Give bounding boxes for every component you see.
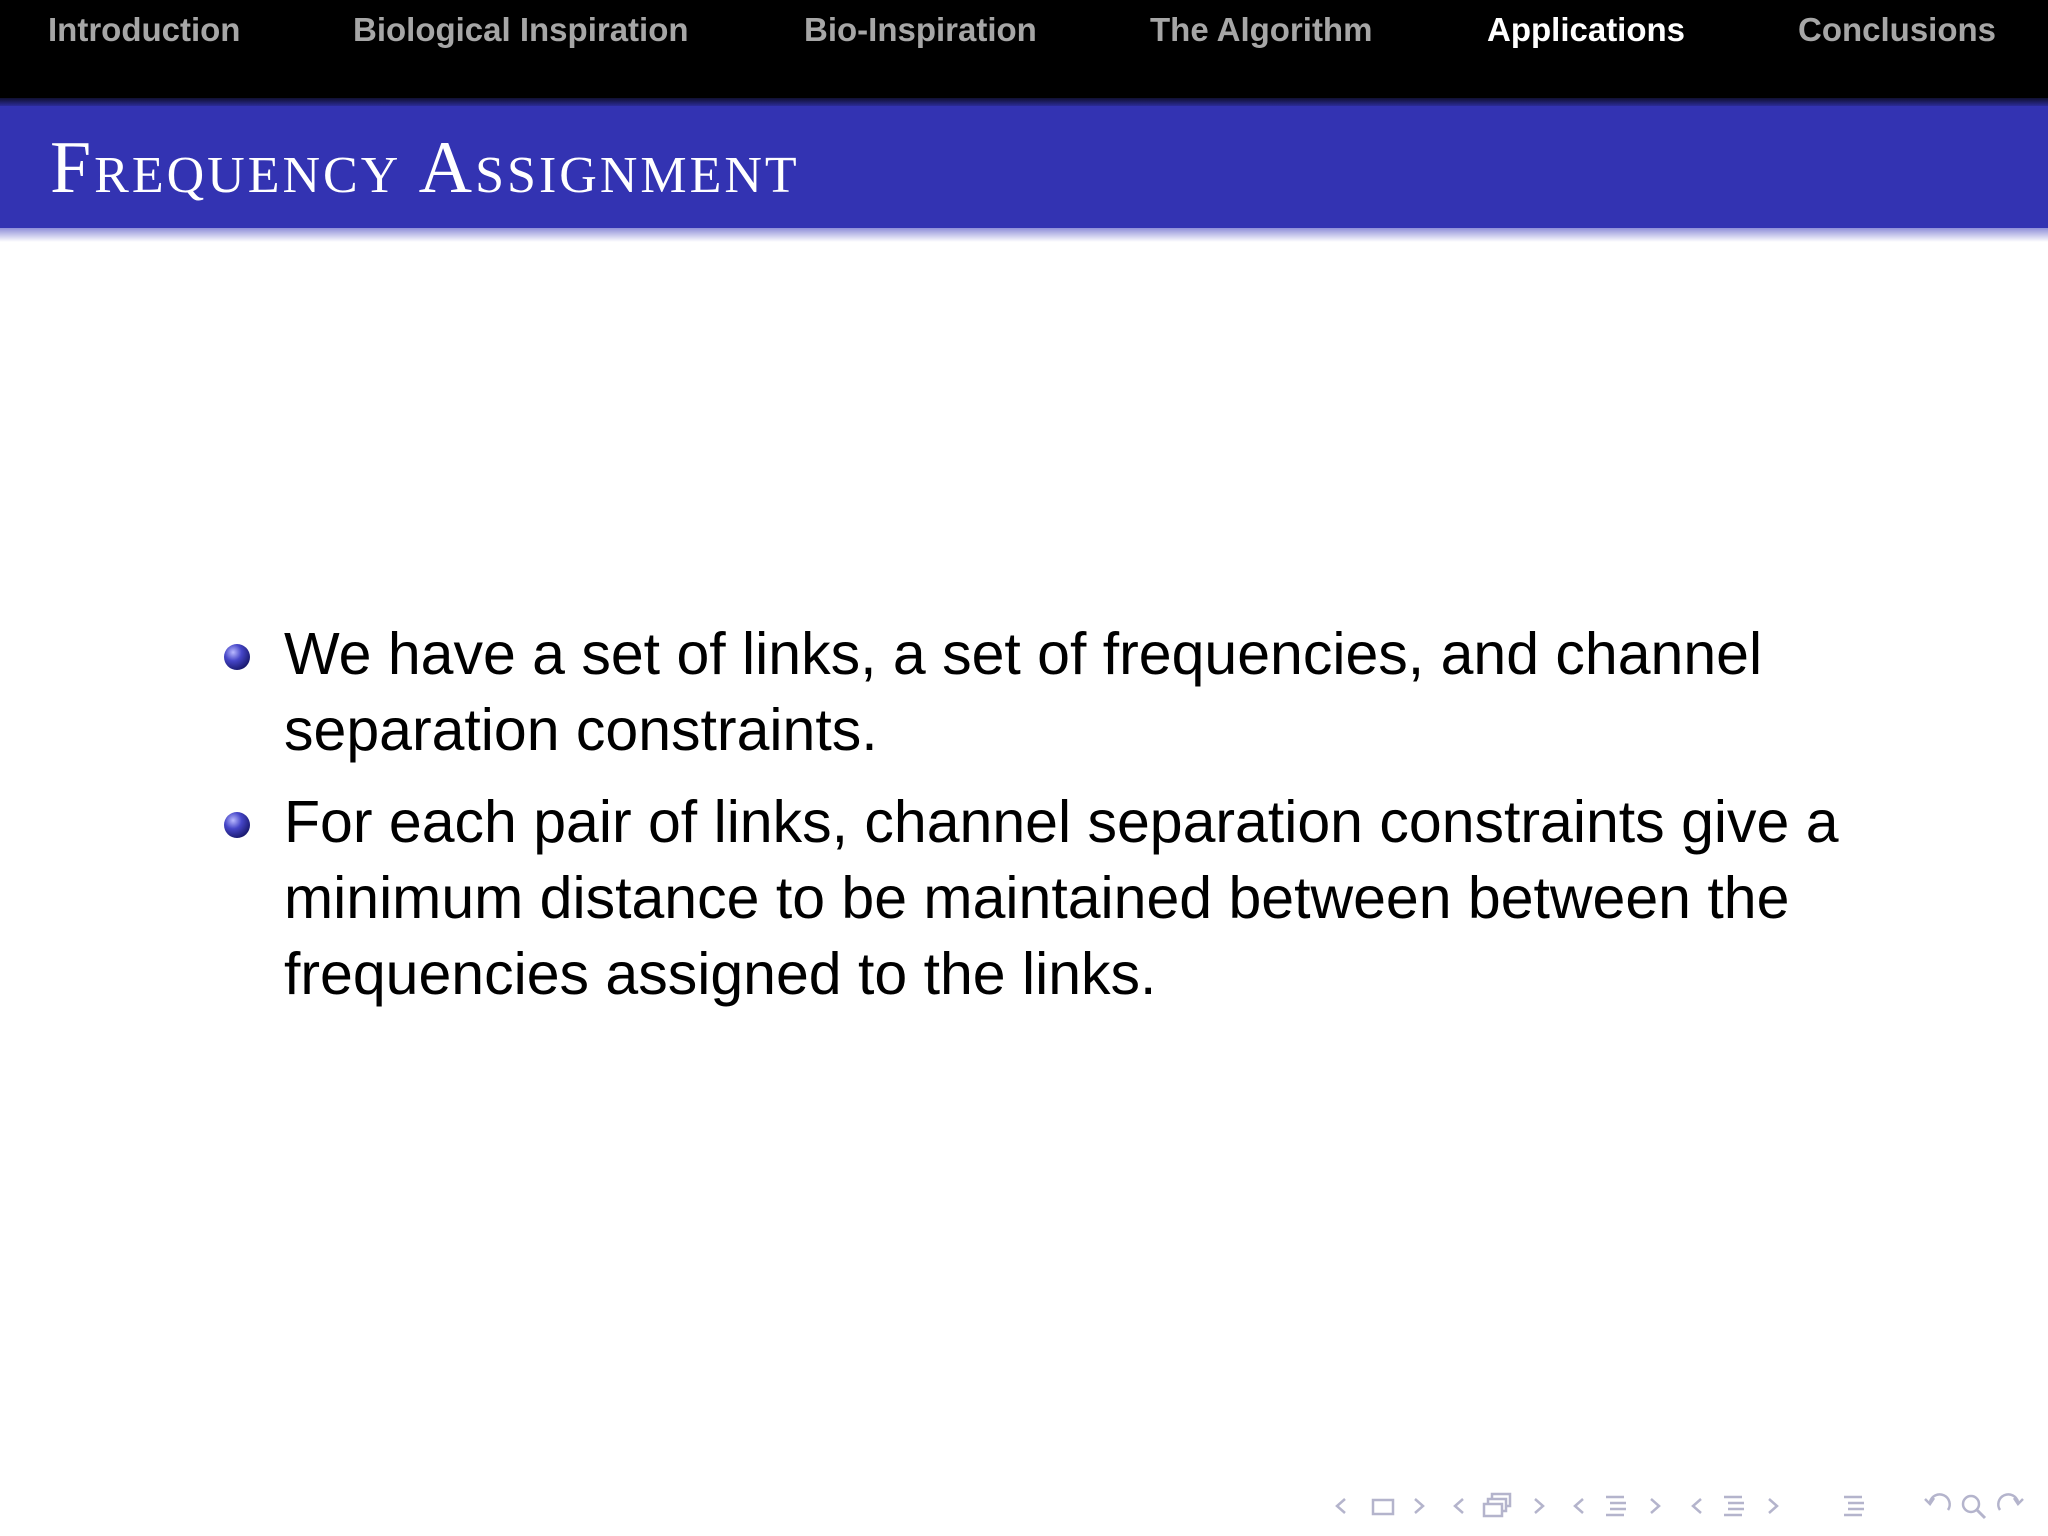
- next-slide-icon[interactable]: [1412, 1490, 1426, 1522]
- bullet-text: For each pair of links, channel separation constraints give a minimum distance to be maintained between between the frequencies assigned to the links.: [284, 789, 1839, 1007]
- nav-section-applications[interactable]: Applications: [1487, 11, 1686, 48]
- section-navigation-bar: [0, 0, 2048, 98]
- bullet-ball-icon: [224, 812, 250, 838]
- nav-section-introduction[interactable]: Introduction: [48, 11, 241, 48]
- nav-section-biological-inspiration[interactable]: Biological Inspiration: [353, 11, 689, 48]
- frame-icon[interactable]: [1482, 1490, 1514, 1522]
- section-icon[interactable]: [1722, 1490, 1746, 1522]
- bullet-ball-icon: [224, 644, 250, 670]
- bullet-item: [220, 616, 1860, 768]
- prev-slide-icon[interactable]: [1334, 1490, 1348, 1522]
- bullet-list: [220, 616, 1860, 1028]
- bullet-item: [220, 784, 1860, 1012]
- bullet-text: We have a set of links, a set of frequencies, and channel separation constraints.: [284, 621, 1763, 763]
- next-subsection-icon[interactable]: [1648, 1490, 1662, 1522]
- frame-title: Frequency Assignment: [50, 127, 800, 209]
- next-frame-icon[interactable]: [1532, 1490, 1546, 1522]
- subsection-icon[interactable]: [1604, 1490, 1628, 1522]
- prev-subsection-icon[interactable]: [1572, 1490, 1586, 1522]
- prev-section-icon[interactable]: [1690, 1490, 1704, 1522]
- next-section-icon[interactable]: [1766, 1490, 1780, 1522]
- nav-section-bio-inspiration[interactable]: Bio-Inspiration: [804, 11, 1037, 48]
- back-icon[interactable]: [1922, 1490, 1954, 1522]
- frame-title-shadow: [0, 228, 2048, 242]
- slide-icon[interactable]: [1371, 1490, 1395, 1522]
- prev-frame-icon[interactable]: [1452, 1490, 1466, 1522]
- search-icon[interactable]: [1958, 1490, 1990, 1522]
- forward-icon[interactable]: [1994, 1490, 2026, 1522]
- nav-section-the-algorithm[interactable]: The Algorithm: [1150, 11, 1373, 48]
- nav-section-conclusions[interactable]: Conclusions: [1798, 11, 1997, 48]
- toc-icon[interactable]: [1842, 1490, 1866, 1522]
